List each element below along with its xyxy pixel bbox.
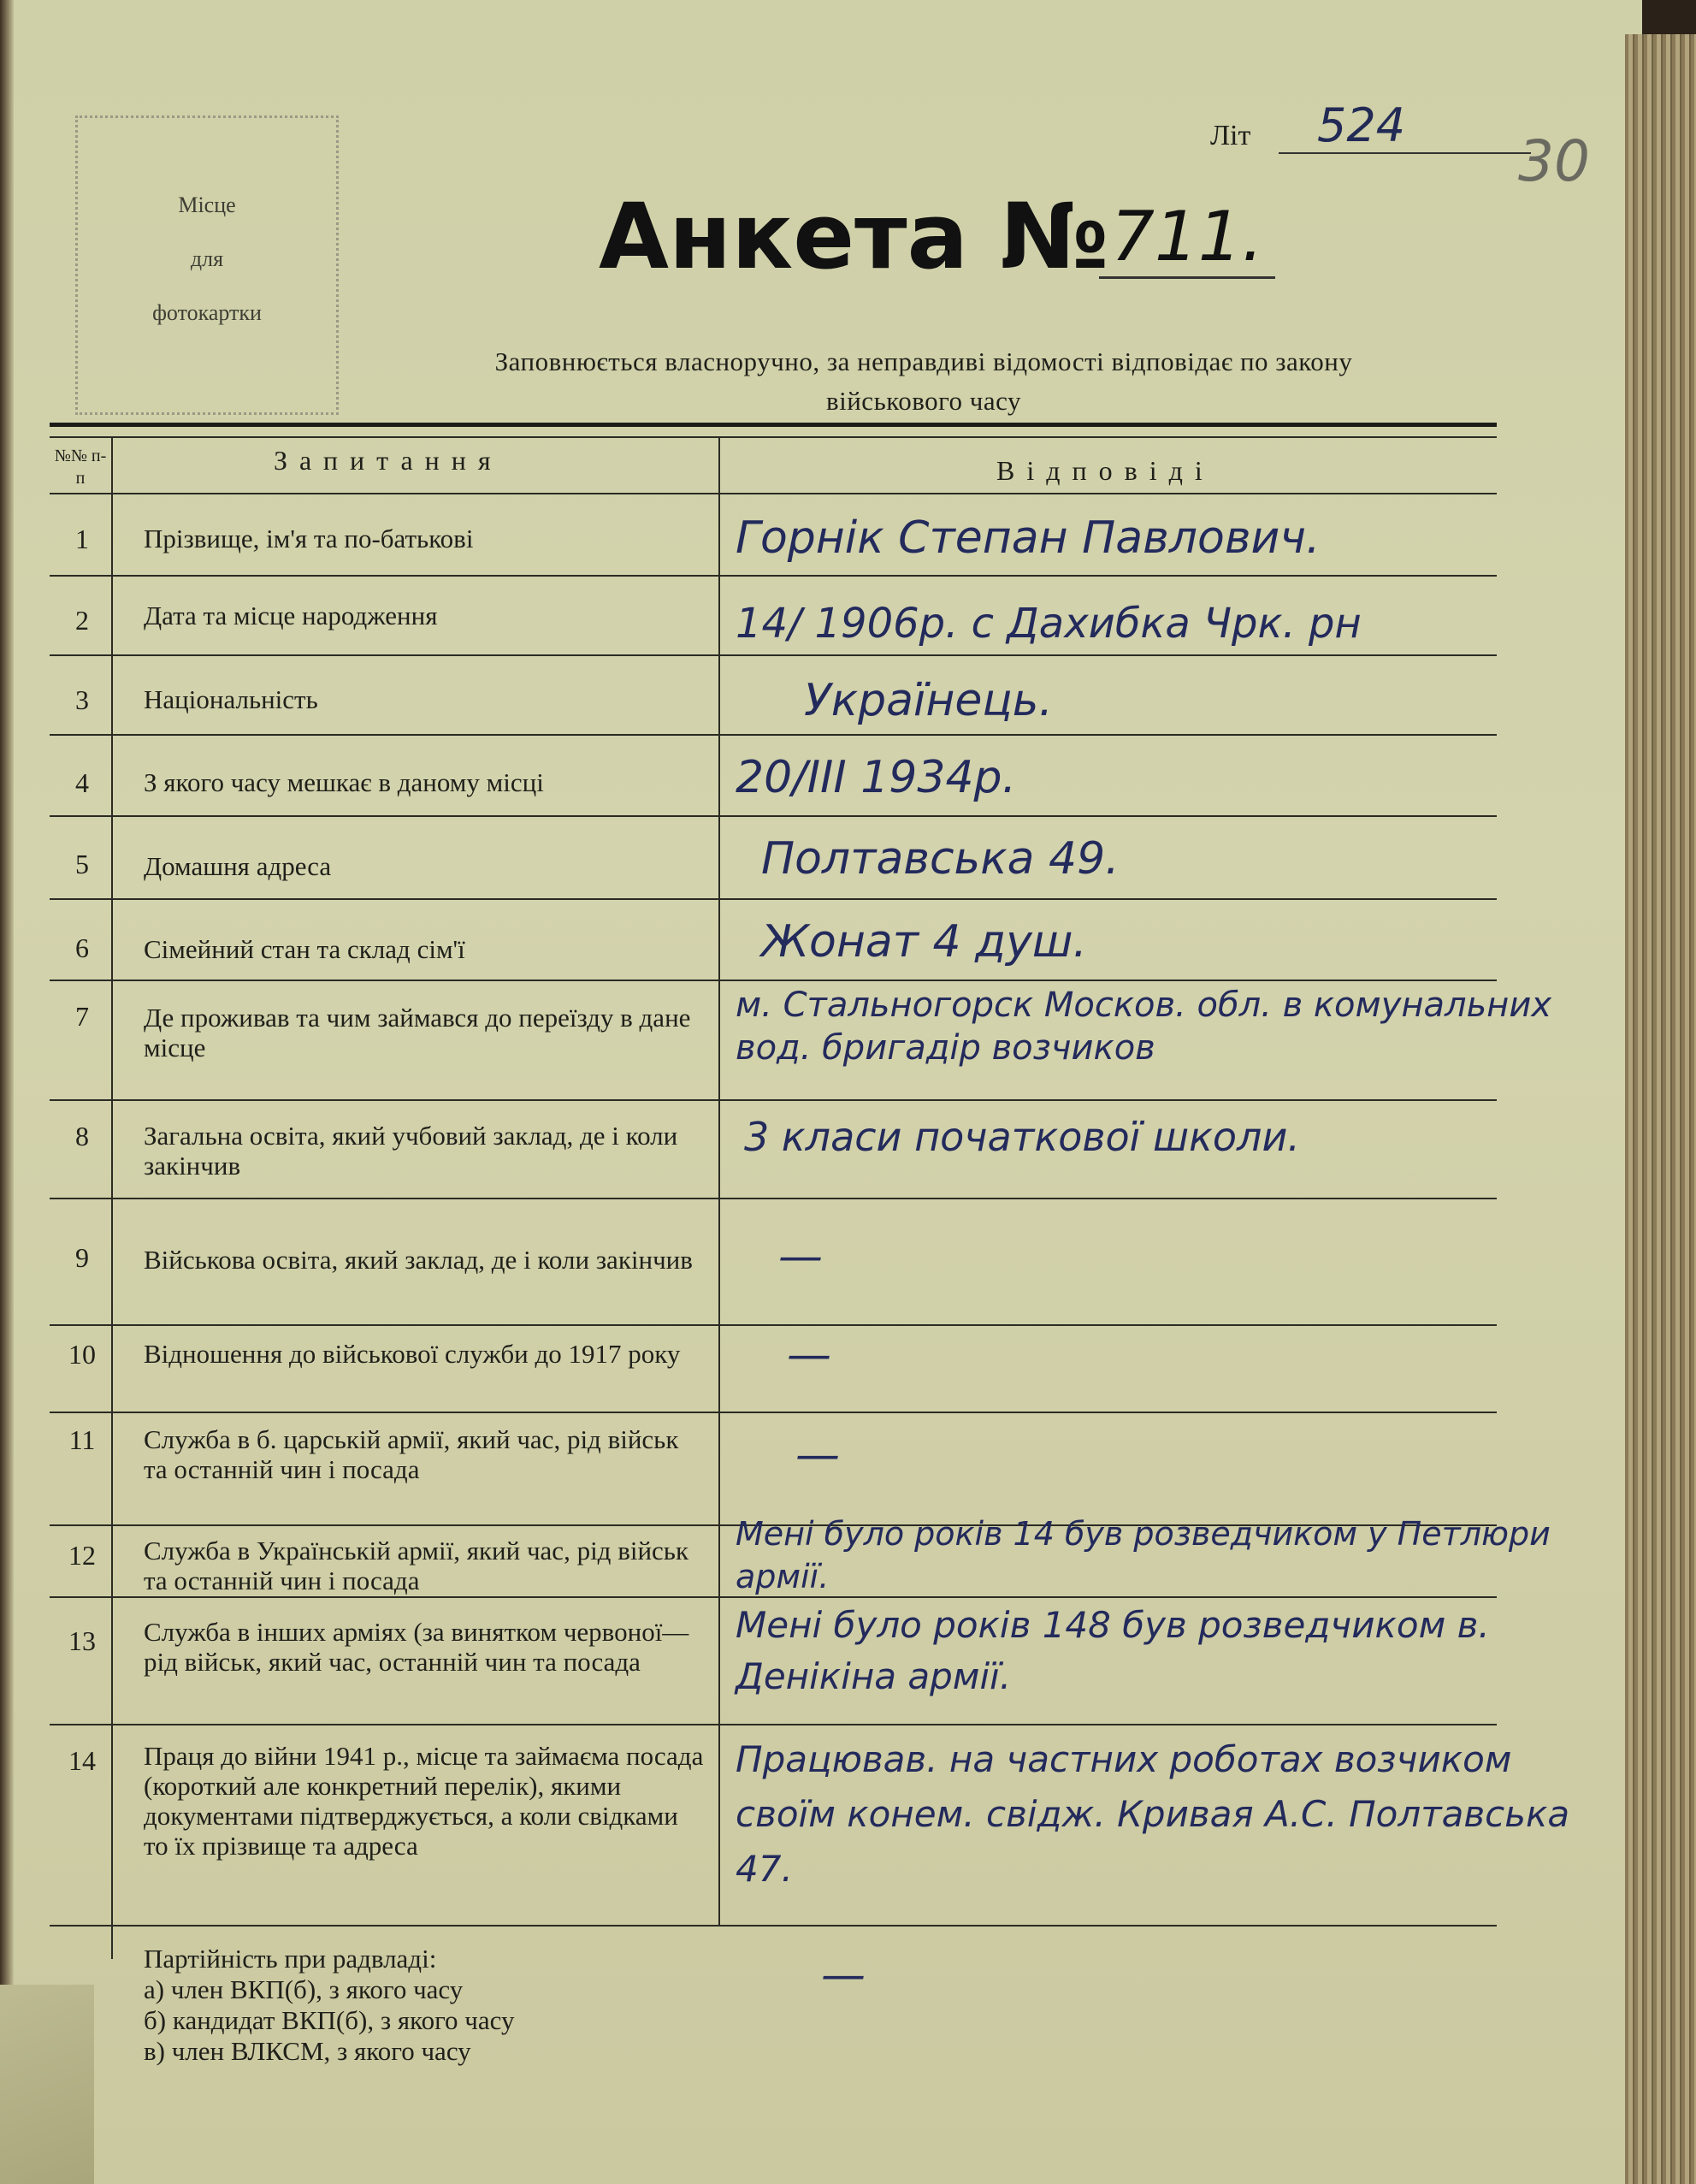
answer-text: Працював. на частних роботах возчиком своїм конем. свідж. Кривая А.С. Полтавська 47. — [736, 1738, 1570, 1890]
question-text: З якого часу мешкає в даному місці — [144, 767, 544, 797]
subtitle-line2: військового часу — [825, 386, 1022, 416]
row-number: 4 — [75, 767, 89, 798]
row-number: 11 — [68, 1424, 96, 1455]
answer-text: Мені було років 14 був розведчиком у Петлюри армії. — [736, 1515, 1551, 1595]
form-number: 711. — [1099, 197, 1275, 279]
lit-value: 524 — [1279, 98, 1531, 154]
row-rule — [50, 1198, 1497, 1199]
header-number: №№ п-п — [54, 447, 107, 488]
answer-text: Горнік Степан Павлович. — [736, 512, 1321, 564]
answer-text: Українець. — [804, 675, 1053, 726]
row-rule — [50, 898, 1497, 900]
party-line4: в) член ВЛКСМ, з якого часу — [144, 2036, 471, 2066]
header-question: Запитання — [274, 445, 503, 476]
row-rule — [50, 734, 1497, 736]
row-rule — [50, 575, 1497, 577]
answer-text: Полтавська 49. — [761, 833, 1120, 885]
question-text: Відношення до військової служби до 1917 року — [144, 1339, 681, 1369]
row-number: 7 — [75, 1001, 89, 1032]
party-question — [144, 1944, 514, 2067]
row-number: 14 — [68, 1745, 96, 1776]
row-rule — [50, 815, 1497, 817]
row-rule — [50, 1925, 1497, 1927]
lit-label: Літ — [1210, 120, 1251, 151]
row-number: 2 — [75, 605, 89, 636]
question-text: Національність — [144, 684, 318, 714]
row-number: 13 — [68, 1625, 96, 1656]
table-top-rule-inner — [50, 436, 1497, 438]
answer-dash: — — [778, 1231, 823, 1282]
answer-text: 14/ 1906р. с Дахибка Чрк. рн — [736, 600, 1362, 648]
question-text: Сімейний стан та склад сім'ї — [144, 934, 465, 964]
col-divider-2 — [718, 436, 720, 1925]
table-top-rule — [50, 423, 1497, 427]
photo-box-line2: для — [190, 246, 224, 271]
row-number: 12 — [68, 1540, 96, 1571]
row-rule — [50, 1412, 1497, 1413]
row-rule — [50, 1099, 1497, 1101]
party-answer-dash: — — [821, 1950, 866, 2001]
answer-text: 20/III 1934р. — [736, 752, 1017, 803]
party-line3: б) кандидат ВКП(б), з якого часу — [144, 2005, 515, 2035]
question-text: Загальна освіта, який учбовий заклад, де і коли закінчив — [144, 1121, 678, 1181]
photo-box-line1: Місце — [178, 192, 236, 217]
header-rule — [50, 493, 1497, 494]
answer-dash: — — [795, 1429, 840, 1481]
question-text: Дата та місце народження — [144, 601, 438, 630]
answer-text: Жонат 4 душ. — [761, 916, 1087, 968]
corner-page-number: 30 — [1518, 128, 1590, 194]
question-text: Служба в інших арміях (за винятком червоної—рід військ, який час, останній чин та посада — [144, 1617, 689, 1677]
row-number: 1 — [75, 524, 89, 554]
question-text: Служба в Українській армії, який час, рід військ та останній чин і посада — [144, 1536, 688, 1595]
photo-box-line3: фотокартки — [152, 300, 262, 325]
row-number: 9 — [75, 1242, 89, 1273]
row-number: 6 — [75, 932, 89, 963]
question-text: Де проживав та чим займався до переїзду в дане місце — [144, 1003, 691, 1062]
question-text: Домашня адреса — [144, 851, 332, 881]
row-rule — [50, 654, 1497, 656]
page-stack-edge — [1625, 34, 1696, 2184]
subtitle-line1: Заповнюється власноручно, за неправдиві відомості відповідає по закону — [494, 346, 1353, 376]
answer-text: Мені було років 148 був розведчиком в. Денікіна армії. — [736, 1604, 1490, 1697]
subtitle — [359, 342, 1488, 421]
question-text: Військова освіта, який заклад, де і коли закінчив — [144, 1245, 693, 1275]
folded-corner — [0, 1985, 94, 2184]
party-line2: а) член ВКП(б), з якого часу — [144, 1974, 464, 2004]
header-answer: Відповіді — [996, 455, 1214, 486]
question-text: Служба в б. царській армії, який час, рід військ та останній чин і посада — [144, 1424, 679, 1484]
answer-text: м. Стальногорск Москов. обл. в комунальних вод. бригадір возчиков — [736, 985, 1552, 1068]
page-title: Анкета № — [599, 184, 1109, 289]
photo-placeholder-box — [75, 115, 339, 415]
row-rule — [50, 980, 1497, 981]
binding-edge — [0, 0, 14, 2184]
answer-text: 3 класи початкової школи. — [744, 1114, 1300, 1160]
answer-dash: — — [787, 1329, 831, 1381]
row-number: 3 — [75, 684, 89, 715]
row-number: 10 — [68, 1339, 96, 1370]
row-rule — [50, 1724, 1497, 1725]
party-line1: Партійність при радвладі: — [144, 1944, 437, 1974]
row-number: 8 — [75, 1121, 89, 1151]
question-text: Праця до війни 1941 р., місце та займаєма посада (короткий але конкретний перелік), якими документами підтверджується, а коли свідками то їх прізвище та адреса — [144, 1741, 704, 1861]
row-rule — [50, 1324, 1497, 1326]
row-number: 5 — [75, 849, 89, 879]
question-text: Прізвище, ім'я та по-батькові — [144, 524, 474, 553]
